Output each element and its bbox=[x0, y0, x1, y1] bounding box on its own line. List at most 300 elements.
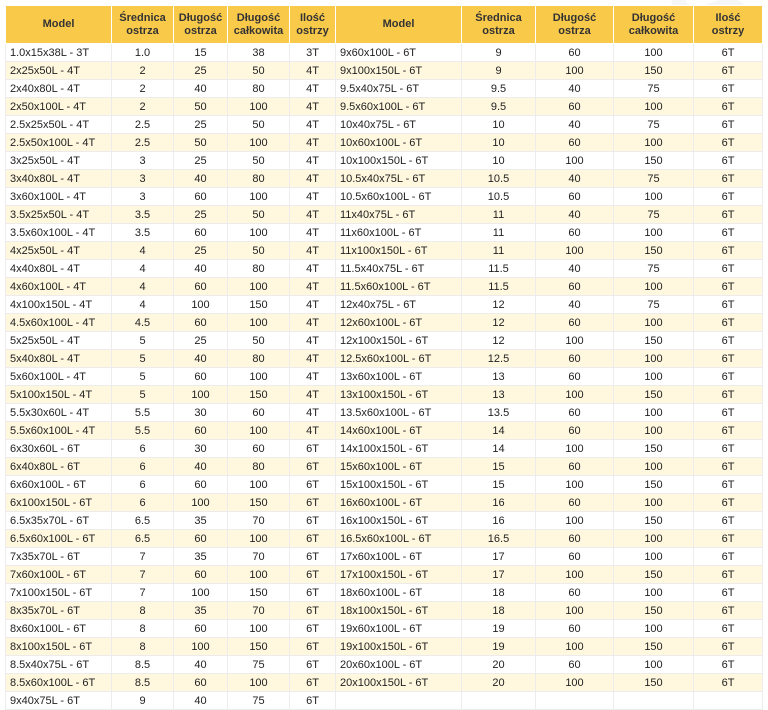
cell-srednica-ostrza: 6 bbox=[112, 458, 174, 476]
cell-model: 3x25x50L - 4T bbox=[6, 152, 112, 170]
cell-model: 16x60x100L - 6T bbox=[336, 494, 462, 512]
cell-dlugosc-calkowita: 60 bbox=[228, 404, 290, 422]
table-row bbox=[6, 80, 763, 98]
cell-model: 12x60x100L - 6T bbox=[336, 314, 462, 332]
cell-model: 2x40x80L - 4T bbox=[6, 80, 112, 98]
cell-srednica-ostrza: 10 bbox=[462, 116, 536, 134]
cell-dlugosc-ostrza: 35 bbox=[174, 512, 228, 530]
cell-dlugosc-ostrza: 100 bbox=[536, 476, 614, 494]
cell-dlugosc-calkowita: 100 bbox=[614, 44, 694, 62]
cell-model: 9.5x60x100L - 6T bbox=[336, 98, 462, 116]
table-row bbox=[6, 422, 763, 440]
cell-srednica-ostrza: 13 bbox=[462, 386, 536, 404]
cell-dlugosc-ostrza: 60 bbox=[536, 584, 614, 602]
table-row bbox=[6, 296, 763, 314]
cell-dlugosc-calkowita: 100 bbox=[228, 368, 290, 386]
cell-srednica-ostrza: 5 bbox=[112, 332, 174, 350]
cell-dlugosc-calkowita: 100 bbox=[614, 422, 694, 440]
cell-ilosc-ostrzy: 6T bbox=[694, 386, 763, 404]
cell-model: 2x50x100L - 4T bbox=[6, 98, 112, 116]
cell-ilosc-ostrzy: 6T bbox=[290, 584, 336, 602]
cell-dlugosc-ostrza: 40 bbox=[174, 80, 228, 98]
cell-dlugosc-ostrza: 25 bbox=[174, 62, 228, 80]
cell-dlugosc-ostrza: 60 bbox=[536, 350, 614, 368]
cell-dlugosc-ostrza: 100 bbox=[536, 152, 614, 170]
cell-ilosc-ostrzy: 4T bbox=[290, 368, 336, 386]
cell-ilosc-ostrzy: 6T bbox=[694, 458, 763, 476]
cell-dlugosc-ostrza: 60 bbox=[536, 98, 614, 116]
column-header-model bbox=[6, 6, 112, 44]
table-row bbox=[6, 170, 763, 188]
cell-srednica-ostrza: 3.5 bbox=[112, 206, 174, 224]
cell-dlugosc-calkowita: 50 bbox=[228, 242, 290, 260]
cell-dlugosc-ostrza: 60 bbox=[174, 566, 228, 584]
cell-srednica-ostrza: 9 bbox=[462, 62, 536, 80]
cell-srednica-ostrza: 14 bbox=[462, 422, 536, 440]
cell-dlugosc-ostrza: 40 bbox=[536, 80, 614, 98]
cell-dlugosc-calkowita: 75 bbox=[228, 692, 290, 710]
cell-srednica-ostrza: 3 bbox=[112, 152, 174, 170]
cell-dlugosc-calkowita: 100 bbox=[228, 278, 290, 296]
column-header-dlugosc-ostrza bbox=[536, 6, 614, 44]
table-row bbox=[6, 260, 763, 278]
cell-dlugosc-ostrza: 60 bbox=[536, 44, 614, 62]
cell-dlugosc-ostrza: 100 bbox=[536, 332, 614, 350]
cell-srednica-ostrza: 6.5 bbox=[112, 530, 174, 548]
cell-dlugosc-ostrza: 60 bbox=[536, 278, 614, 296]
cell-model: 6x30x60L - 6T bbox=[6, 440, 112, 458]
cell-dlugosc-ostrza: 100 bbox=[536, 62, 614, 80]
cell-dlugosc-ostrza: 60 bbox=[536, 620, 614, 638]
cell-srednica-ostrza: 3.5 bbox=[112, 224, 174, 242]
cell-dlugosc-calkowita: 150 bbox=[614, 674, 694, 692]
cell-dlugosc-calkowita: 100 bbox=[614, 368, 694, 386]
cell-model: 3.5x25x50L - 4T bbox=[6, 206, 112, 224]
cell-dlugosc-ostrza: 100 bbox=[536, 512, 614, 530]
cell-model: 3x40x80L - 4T bbox=[6, 170, 112, 188]
cell-dlugosc-ostrza: 60 bbox=[174, 314, 228, 332]
cell-model: 5.5x30x60L - 4T bbox=[6, 404, 112, 422]
column-header-text: ostrzy bbox=[296, 24, 329, 37]
cell-dlugosc-ostrza: 60 bbox=[536, 188, 614, 206]
cell-ilosc-ostrzy: 4T bbox=[290, 314, 336, 332]
cell-srednica-ostrza: 7 bbox=[112, 548, 174, 566]
cell-srednica-ostrza: 5 bbox=[112, 368, 174, 386]
cell-srednica-ostrza: 17 bbox=[462, 548, 536, 566]
cell-ilosc-ostrzy: 6T bbox=[694, 296, 763, 314]
cell-model: 5x100x150L - 4T bbox=[6, 386, 112, 404]
cell-ilosc-ostrzy: 6T bbox=[694, 548, 763, 566]
cell-dlugosc-calkowita: 150 bbox=[614, 242, 694, 260]
column-header-text: ostrza bbox=[558, 24, 591, 37]
table-row bbox=[6, 368, 763, 386]
cell-srednica-ostrza: 5 bbox=[112, 350, 174, 368]
cell-model: 15x100x150L - 6T bbox=[336, 476, 462, 494]
cell-dlugosc-calkowita: 150 bbox=[228, 494, 290, 512]
cell-ilosc-ostrzy: 6T bbox=[694, 260, 763, 278]
cell-dlugosc-calkowita: 50 bbox=[228, 62, 290, 80]
cell-dlugosc-calkowita: 150 bbox=[614, 62, 694, 80]
cell-dlugosc-ostrza: 60 bbox=[536, 458, 614, 476]
cell-dlugosc-ostrza: 60 bbox=[174, 188, 228, 206]
cell-ilosc-ostrzy: 6T bbox=[290, 566, 336, 584]
cell-ilosc-ostrzy: 6T bbox=[694, 278, 763, 296]
cell-dlugosc-calkowita: 100 bbox=[614, 620, 694, 638]
cell-ilosc-ostrzy: 6T bbox=[694, 80, 763, 98]
cell-ilosc-ostrzy: 4T bbox=[290, 188, 336, 206]
cell-srednica-ostrza: 11.5 bbox=[462, 278, 536, 296]
cell-dlugosc-ostrza: 60 bbox=[174, 620, 228, 638]
cell-ilosc-ostrzy: 4T bbox=[290, 296, 336, 314]
cell-ilosc-ostrzy: 6T bbox=[694, 224, 763, 242]
table-row bbox=[6, 620, 763, 638]
cell-ilosc-ostrzy: 6T bbox=[694, 530, 763, 548]
cell-model: 10x100x150L - 6T bbox=[336, 152, 462, 170]
cell-dlugosc-calkowita: 100 bbox=[228, 476, 290, 494]
cell-dlugosc-calkowita: 50 bbox=[228, 116, 290, 134]
cell-dlugosc-calkowita: 100 bbox=[228, 566, 290, 584]
column-header-text: Ilość bbox=[715, 11, 741, 24]
cell-dlugosc-ostrza: 60 bbox=[536, 404, 614, 422]
cell-model: 5.5x60x100L - 4T bbox=[6, 422, 112, 440]
column-header-text: ostrza bbox=[184, 24, 217, 37]
table-row bbox=[6, 152, 763, 170]
cell-dlugosc-calkowita: 75 bbox=[614, 206, 694, 224]
column-header-text: ostrzy bbox=[711, 24, 745, 37]
cell-dlugosc-ostrza: 100 bbox=[536, 440, 614, 458]
cell-dlugosc-calkowita: 100 bbox=[614, 530, 694, 548]
cell-model: 5x40x80L - 4T bbox=[6, 350, 112, 368]
cell-dlugosc-calkowita: 150 bbox=[228, 296, 290, 314]
cell-ilosc-ostrzy: 4T bbox=[290, 332, 336, 350]
cell-model: 8.5x60x100L - 6T bbox=[6, 674, 112, 692]
cell-ilosc-ostrzy: 6T bbox=[694, 62, 763, 80]
table-row bbox=[6, 566, 763, 584]
cell-ilosc-ostrzy: 6T bbox=[290, 530, 336, 548]
table-header-row bbox=[6, 6, 763, 44]
cell-dlugosc-calkowita: 150 bbox=[614, 332, 694, 350]
cell-dlugosc-ostrza: 60 bbox=[174, 476, 228, 494]
cell-srednica-ostrza: 7 bbox=[112, 584, 174, 602]
cell-dlugosc-calkowita: 75 bbox=[614, 260, 694, 278]
cell-ilosc-ostrzy: 6T bbox=[694, 476, 763, 494]
cell-ilosc-ostrzy: 6T bbox=[694, 404, 763, 422]
cell-dlugosc-ostrza: 60 bbox=[536, 314, 614, 332]
cell-srednica-ostrza: 7 bbox=[112, 566, 174, 584]
column-header-text: całkowita bbox=[233, 24, 284, 37]
cell-model: 3x60x100L - 4T bbox=[6, 188, 112, 206]
cell-dlugosc-calkowita: 75 bbox=[614, 296, 694, 314]
cell-srednica-ostrza: 19 bbox=[462, 638, 536, 656]
cell-ilosc-ostrzy: 4T bbox=[290, 116, 336, 134]
cell-srednica-ostrza: 17 bbox=[462, 566, 536, 584]
cell-dlugosc-ostrza: 40 bbox=[174, 692, 228, 710]
cell-ilosc-ostrzy: 6T bbox=[290, 476, 336, 494]
table-row bbox=[6, 440, 763, 458]
cell-dlugosc-ostrza: 40 bbox=[174, 656, 228, 674]
cell-model: 11x40x75L - 6T bbox=[336, 206, 462, 224]
table-row bbox=[6, 98, 763, 116]
cell-model: 10x60x100L - 6T bbox=[336, 134, 462, 152]
cell-srednica-ostrza: 9 bbox=[112, 692, 174, 710]
cell-dlugosc-calkowita: 100 bbox=[228, 224, 290, 242]
cell-srednica-ostrza: 3 bbox=[112, 170, 174, 188]
cell-model: 12x40x75L - 6T bbox=[336, 296, 462, 314]
cell-dlugosc-calkowita: 80 bbox=[228, 170, 290, 188]
cell-dlugosc-ostrza: 100 bbox=[174, 494, 228, 512]
table-row bbox=[6, 242, 763, 260]
table-body bbox=[6, 44, 763, 710]
cell-model: 18x60x100L - 6T bbox=[336, 584, 462, 602]
cell-dlugosc-calkowita: 100 bbox=[228, 314, 290, 332]
cell-srednica-ostrza: 4 bbox=[112, 296, 174, 314]
cell-srednica-ostrza: 8 bbox=[112, 602, 174, 620]
cell-ilosc-ostrzy: 6T bbox=[694, 638, 763, 656]
cell-dlugosc-ostrza: 40 bbox=[536, 170, 614, 188]
cell-model: 4x25x50L - 4T bbox=[6, 242, 112, 260]
cell-dlugosc-calkowita: 150 bbox=[614, 566, 694, 584]
table-row bbox=[6, 134, 763, 152]
cell-srednica-ostrza: 2 bbox=[112, 98, 174, 116]
cell-dlugosc-ostrza: 60 bbox=[536, 224, 614, 242]
cell-model: 20x60x100L - 6T bbox=[336, 656, 462, 674]
cell-ilosc-ostrzy: 4T bbox=[290, 260, 336, 278]
cell-dlugosc-ostrza: 60 bbox=[174, 224, 228, 242]
cell-srednica-ostrza: 12 bbox=[462, 332, 536, 350]
cell-dlugosc-calkowita: 80 bbox=[228, 260, 290, 278]
column-header-text: Długość bbox=[552, 11, 597, 24]
cell-ilosc-ostrzy: 6T bbox=[694, 350, 763, 368]
cell-srednica-ostrza: 4.5 bbox=[112, 314, 174, 332]
cell-dlugosc-ostrza: 40 bbox=[536, 206, 614, 224]
column-header-srednica-ostrza bbox=[112, 6, 174, 44]
cell-ilosc-ostrzy: 4T bbox=[290, 350, 336, 368]
cell-dlugosc-ostrza bbox=[536, 692, 614, 710]
table-row bbox=[6, 602, 763, 620]
cell-dlugosc-ostrza: 100 bbox=[174, 296, 228, 314]
cell-srednica-ostrza: 5.5 bbox=[112, 404, 174, 422]
cell-dlugosc-calkowita: 70 bbox=[228, 512, 290, 530]
cell-ilosc-ostrzy: 6T bbox=[694, 422, 763, 440]
cell-srednica-ostrza: 16 bbox=[462, 494, 536, 512]
cell-dlugosc-ostrza: 25 bbox=[174, 242, 228, 260]
cell-dlugosc-calkowita: 100 bbox=[614, 98, 694, 116]
cell-ilosc-ostrzy: 6T bbox=[290, 674, 336, 692]
column-header-text: całkowita bbox=[628, 24, 679, 37]
cell-ilosc-ostrzy: 4T bbox=[290, 422, 336, 440]
table-row bbox=[6, 224, 763, 242]
cell-ilosc-ostrzy: 4T bbox=[290, 170, 336, 188]
cell-dlugosc-calkowita: 80 bbox=[228, 350, 290, 368]
table-row bbox=[6, 386, 763, 404]
cell-dlugosc-ostrza: 100 bbox=[536, 674, 614, 692]
cell-model: 13x100x150L - 6T bbox=[336, 386, 462, 404]
cell-dlugosc-calkowita: 75 bbox=[228, 656, 290, 674]
cell-dlugosc-ostrza: 60 bbox=[174, 368, 228, 386]
cell-srednica-ostrza: 3 bbox=[112, 188, 174, 206]
cell-dlugosc-ostrza: 100 bbox=[536, 242, 614, 260]
cell-ilosc-ostrzy: 6T bbox=[694, 332, 763, 350]
cell-model: 4.5x60x100L - 4T bbox=[6, 314, 112, 332]
cell-model: 5x25x50L - 4T bbox=[6, 332, 112, 350]
cell-dlugosc-ostrza: 60 bbox=[174, 278, 228, 296]
cell-srednica-ostrza: 9.5 bbox=[462, 98, 536, 116]
cell-ilosc-ostrzy: 6T bbox=[694, 242, 763, 260]
cell-dlugosc-calkowita: 150 bbox=[614, 152, 694, 170]
cell-model: 15x60x100L - 6T bbox=[336, 458, 462, 476]
cell-model: 9x100x150L - 6T bbox=[336, 62, 462, 80]
cell-model: 6x60x100L - 6T bbox=[6, 476, 112, 494]
column-header-ilosc-ostrzy bbox=[694, 6, 763, 44]
column-header-ilosc-ostrzy bbox=[290, 6, 336, 44]
cell-model: 9.5x40x75L - 6T bbox=[336, 80, 462, 98]
cell-dlugosc-calkowita: 100 bbox=[228, 620, 290, 638]
cell-srednica-ostrza: 12.5 bbox=[462, 350, 536, 368]
cell-srednica-ostrza: 16 bbox=[462, 512, 536, 530]
cell-ilosc-ostrzy: 4T bbox=[290, 152, 336, 170]
cell-dlugosc-ostrza: 100 bbox=[174, 584, 228, 602]
column-header-model bbox=[336, 6, 462, 44]
column-header-text: ostrza bbox=[482, 24, 515, 37]
table-row bbox=[6, 206, 763, 224]
cell-dlugosc-calkowita: 75 bbox=[614, 170, 694, 188]
cell-srednica-ostrza: 9 bbox=[462, 44, 536, 62]
column-header-text: Model bbox=[42, 18, 75, 30]
cell-ilosc-ostrzy: 6T bbox=[290, 638, 336, 656]
cell-dlugosc-calkowita: 100 bbox=[614, 494, 694, 512]
cell-model: 17x100x150L - 6T bbox=[336, 566, 462, 584]
cell-srednica-ostrza: 18 bbox=[462, 584, 536, 602]
cell-ilosc-ostrzy: 6T bbox=[694, 566, 763, 584]
table-row bbox=[6, 494, 763, 512]
cell-dlugosc-calkowita: 150 bbox=[614, 512, 694, 530]
table-row bbox=[6, 350, 763, 368]
cell-model: 10.5x60x100L - 6T bbox=[336, 188, 462, 206]
cell-model: 4x100x150L - 4T bbox=[6, 296, 112, 314]
cell-srednica-ostrza: 4 bbox=[112, 278, 174, 296]
table-row bbox=[6, 62, 763, 80]
cell-dlugosc-ostrza: 25 bbox=[174, 332, 228, 350]
cell-dlugosc-ostrza: 100 bbox=[536, 386, 614, 404]
cell-ilosc-ostrzy: 3T bbox=[290, 44, 336, 62]
cell-srednica-ostrza: 5 bbox=[112, 386, 174, 404]
cell-dlugosc-calkowita: 100 bbox=[228, 674, 290, 692]
cell-srednica-ostrza: 19 bbox=[462, 620, 536, 638]
cell-srednica-ostrza: 8 bbox=[112, 620, 174, 638]
cell-model: 9x60x100L - 6T bbox=[336, 44, 462, 62]
cell-srednica-ostrza: 4 bbox=[112, 260, 174, 278]
table-row bbox=[6, 404, 763, 422]
cell-dlugosc-calkowita: 70 bbox=[228, 602, 290, 620]
cell-ilosc-ostrzy: 6T bbox=[290, 602, 336, 620]
table-row bbox=[6, 548, 763, 566]
cell-dlugosc-calkowita: 50 bbox=[228, 152, 290, 170]
cell-ilosc-ostrzy: 6T bbox=[290, 620, 336, 638]
cell-model: 2.5x25x50L - 4T bbox=[6, 116, 112, 134]
cell-model: 2x25x50L - 4T bbox=[6, 62, 112, 80]
cell-dlugosc-calkowita: 38 bbox=[228, 44, 290, 62]
cell-dlugosc-calkowita: 150 bbox=[614, 440, 694, 458]
cell-ilosc-ostrzy: 6T bbox=[290, 548, 336, 566]
cell-srednica-ostrza: 16.5 bbox=[462, 530, 536, 548]
cell-ilosc-ostrzy bbox=[694, 692, 763, 710]
cell-dlugosc-ostrza: 40 bbox=[536, 296, 614, 314]
cell-dlugosc-ostrza: 40 bbox=[174, 458, 228, 476]
cell-dlugosc-calkowita: 100 bbox=[228, 134, 290, 152]
cell-dlugosc-calkowita: 100 bbox=[614, 350, 694, 368]
cell-model: 5x60x100L - 4T bbox=[6, 368, 112, 386]
table-row bbox=[6, 638, 763, 656]
cell-srednica-ostrza: 18 bbox=[462, 602, 536, 620]
cell-ilosc-ostrzy: 4T bbox=[290, 224, 336, 242]
cell-ilosc-ostrzy: 6T bbox=[694, 206, 763, 224]
cell-dlugosc-calkowita: 70 bbox=[228, 548, 290, 566]
cell-srednica-ostrza: 6 bbox=[112, 440, 174, 458]
cell-dlugosc-calkowita: 100 bbox=[614, 548, 694, 566]
cell-srednica-ostrza: 2.5 bbox=[112, 116, 174, 134]
cell-ilosc-ostrzy: 6T bbox=[694, 98, 763, 116]
cell-ilosc-ostrzy: 4T bbox=[290, 98, 336, 116]
cell-srednica-ostrza bbox=[462, 692, 536, 710]
cell-ilosc-ostrzy: 6T bbox=[290, 692, 336, 710]
table-row bbox=[6, 656, 763, 674]
cell-ilosc-ostrzy: 4T bbox=[290, 62, 336, 80]
cell-ilosc-ostrzy: 6T bbox=[694, 44, 763, 62]
cell-srednica-ostrza: 10 bbox=[462, 134, 536, 152]
cell-dlugosc-ostrza: 50 bbox=[174, 98, 228, 116]
cell-dlugosc-ostrza: 40 bbox=[174, 170, 228, 188]
cell-srednica-ostrza: 12 bbox=[462, 296, 536, 314]
cell-dlugosc-calkowita: 100 bbox=[614, 584, 694, 602]
cell-dlugosc-calkowita: 75 bbox=[614, 116, 694, 134]
table-row bbox=[6, 530, 763, 548]
cell-dlugosc-ostrza: 100 bbox=[536, 602, 614, 620]
cell-dlugosc-calkowita: 150 bbox=[614, 386, 694, 404]
cell-dlugosc-calkowita: 100 bbox=[614, 224, 694, 242]
cell-dlugosc-ostrza: 60 bbox=[536, 548, 614, 566]
cell-ilosc-ostrzy: 6T bbox=[694, 584, 763, 602]
cell-model: 18x100x150L - 6T bbox=[336, 602, 462, 620]
cell-dlugosc-calkowita: 80 bbox=[228, 458, 290, 476]
table-row bbox=[6, 278, 763, 296]
cell-dlugosc-ostrza: 30 bbox=[174, 404, 228, 422]
cell-dlugosc-calkowita: 100 bbox=[228, 422, 290, 440]
cell-model: 8.5x40x75L - 6T bbox=[6, 656, 112, 674]
cell-model: 8x60x100L - 6T bbox=[6, 620, 112, 638]
cell-ilosc-ostrzy: 6T bbox=[290, 458, 336, 476]
cell-ilosc-ostrzy: 6T bbox=[694, 134, 763, 152]
cell-dlugosc-ostrza: 40 bbox=[536, 116, 614, 134]
cell-srednica-ostrza: 6.5 bbox=[112, 512, 174, 530]
column-header-text: Ilość bbox=[299, 11, 326, 24]
cell-ilosc-ostrzy: 6T bbox=[290, 494, 336, 512]
cell-model: 12x100x150L - 6T bbox=[336, 332, 462, 350]
cell-model: 14x60x100L - 6T bbox=[336, 422, 462, 440]
cell-dlugosc-calkowita: 100 bbox=[614, 458, 694, 476]
cell-dlugosc-calkowita: 100 bbox=[614, 404, 694, 422]
cell-dlugosc-calkowita bbox=[614, 692, 694, 710]
cell-ilosc-ostrzy: 6T bbox=[694, 116, 763, 134]
cell-ilosc-ostrzy: 6T bbox=[694, 656, 763, 674]
cell-srednica-ostrza: 10.5 bbox=[462, 188, 536, 206]
product-table bbox=[5, 5, 763, 710]
cell-dlugosc-ostrza: 60 bbox=[174, 422, 228, 440]
cell-dlugosc-calkowita: 150 bbox=[614, 638, 694, 656]
cell-ilosc-ostrzy: 6T bbox=[290, 656, 336, 674]
cell-ilosc-ostrzy: 6T bbox=[290, 512, 336, 530]
cell-dlugosc-ostrza: 60 bbox=[536, 422, 614, 440]
cell-ilosc-ostrzy: 4T bbox=[290, 80, 336, 98]
